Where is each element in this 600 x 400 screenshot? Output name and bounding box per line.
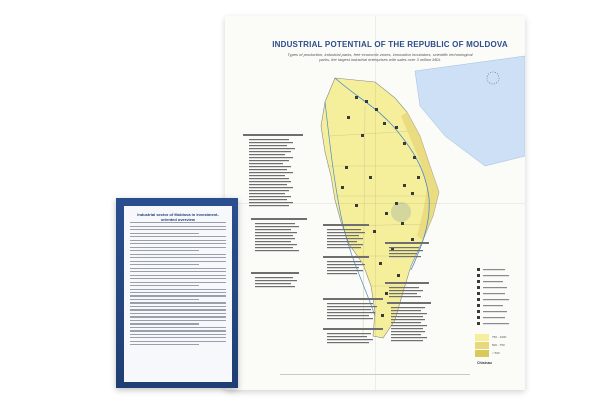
poster-title: INDUSTRIAL POTENTIAL OF THE REPUBLIC OF MOLDOVA bbox=[272, 40, 508, 49]
scale-swatch-low bbox=[475, 350, 489, 357]
scale-label-2: 500 - 750 bbox=[492, 343, 505, 347]
chisinau-cluster bbox=[391, 202, 411, 222]
symbol-legend bbox=[477, 268, 509, 325]
industrial-poster bbox=[225, 16, 525, 390]
fold-line-horizontal bbox=[225, 203, 525, 204]
brochure-page bbox=[124, 206, 232, 382]
brochure-title: Industrial sector of Moldova in investment-oriented overview bbox=[137, 212, 219, 222]
left-legend bbox=[243, 134, 307, 287]
investment-brochure bbox=[116, 198, 238, 388]
poster-subtitle: Types of production, industrial parks, free economic zones, innovation incubators, scientific technological parks, the largest industrial enterprises with sales over 3 million MDL bbox=[287, 52, 473, 62]
scale-label-1: 750 - 1000 bbox=[492, 335, 507, 339]
brochure-body-text bbox=[130, 220, 226, 348]
poster-footer-rule bbox=[280, 374, 470, 375]
scale-swatch-mid bbox=[475, 342, 489, 349]
color-scale-legend bbox=[475, 334, 489, 360]
city-label: Chisinau bbox=[477, 361, 492, 365]
scale-swatch-high bbox=[475, 334, 489, 341]
europe-inset bbox=[415, 56, 525, 166]
scale-label-3: < 500 bbox=[492, 351, 500, 355]
